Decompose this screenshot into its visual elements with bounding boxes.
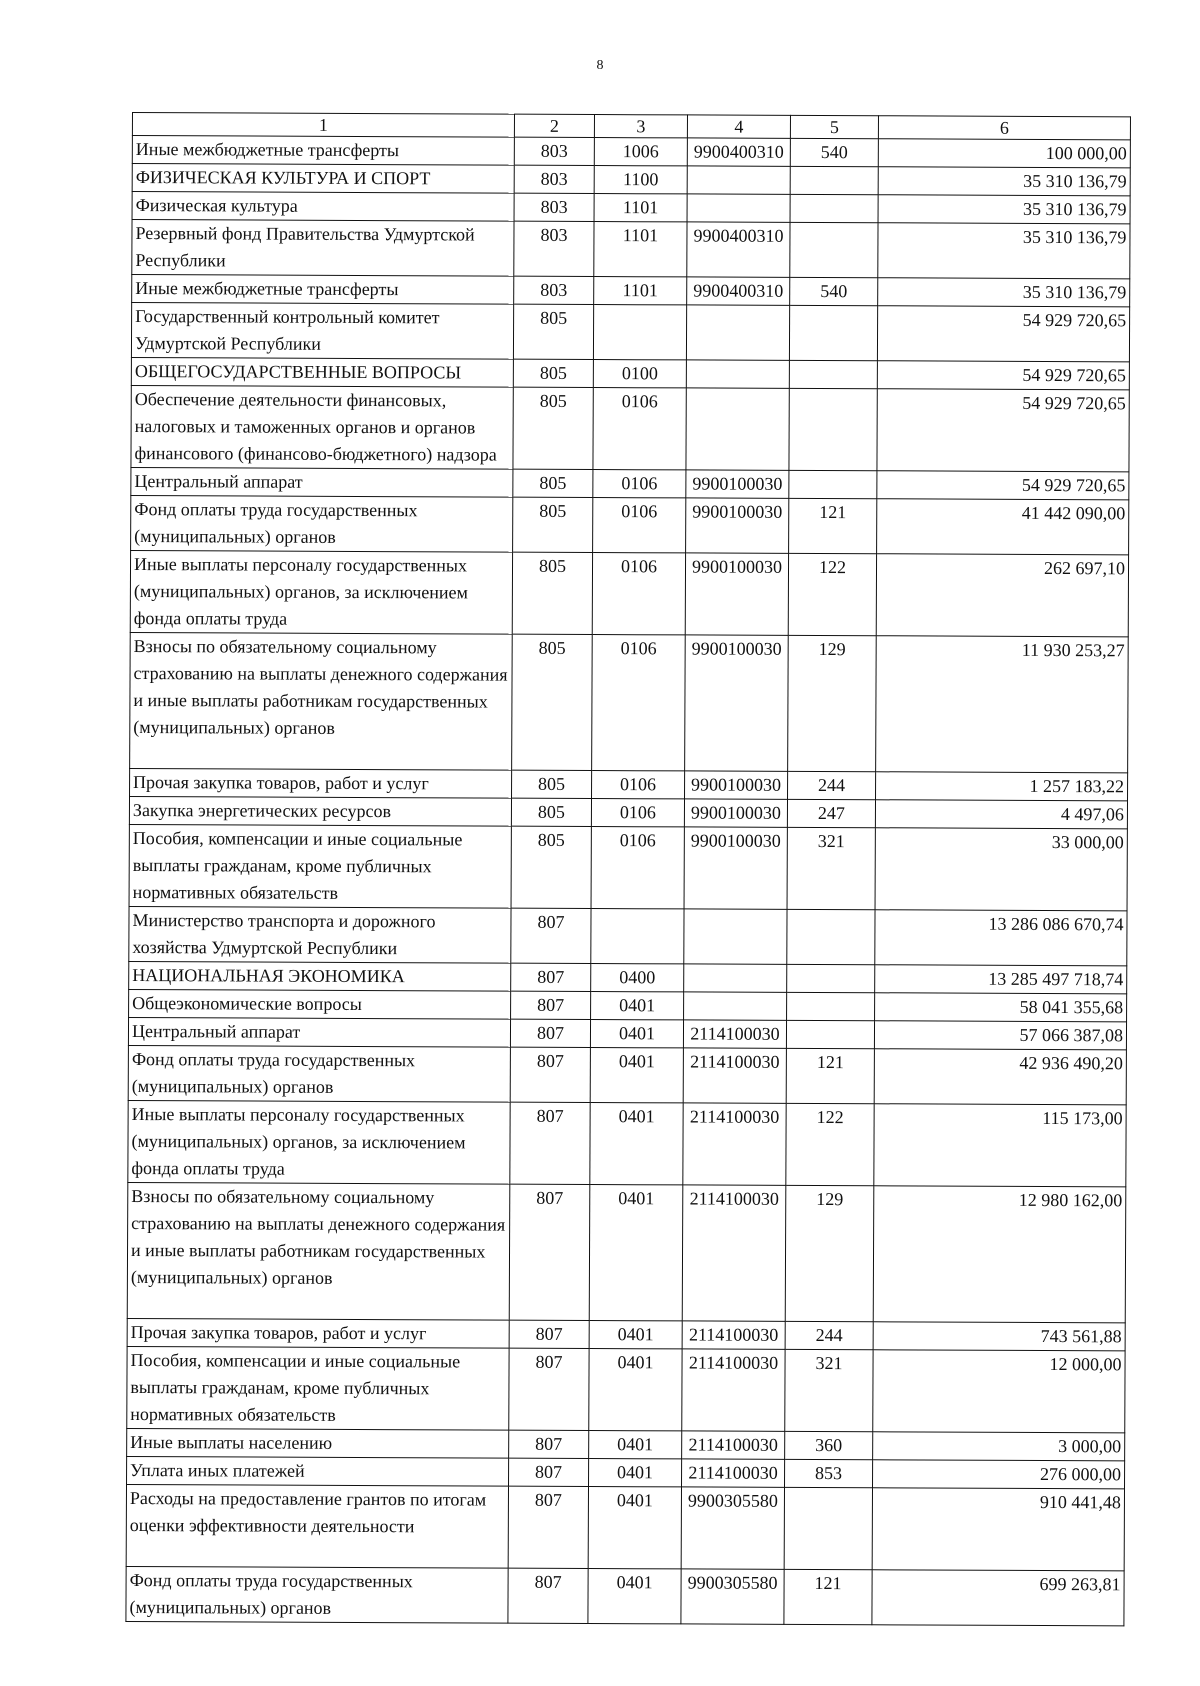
expense-type-cell xyxy=(790,194,878,222)
table-row xyxy=(129,824,1127,910)
section-code-cell: 0401 xyxy=(589,1349,682,1431)
table-row xyxy=(132,136,1130,168)
table-row xyxy=(127,1346,1125,1432)
ministry-code-cell: 805 xyxy=(511,826,591,908)
item-name-cell: Министерство транспорта и дорожного хозяйства Удмуртской Республики xyxy=(129,906,511,963)
table-row xyxy=(131,303,1129,362)
item-name-cell: Государственный контрольный комитет Удмуртской Республики xyxy=(131,303,513,360)
table-row xyxy=(126,1566,1124,1625)
item-name-cell: Общеэкономические вопросы xyxy=(129,989,511,1019)
amount-cell: 54 929 720,65 xyxy=(877,361,1129,390)
amount-cell: 699 263,81 xyxy=(872,1570,1124,1626)
target-article-cell: 9900100030 xyxy=(685,553,788,635)
ministry-code-cell: 807 xyxy=(509,1458,589,1486)
item-name-cell: Взносы по обязательному социальному страхованию на выплаты денежного содержания и иные выплаты работникам государственных (муниципальных) органов xyxy=(130,632,513,770)
item-name-cell: Прочая закупка товаров, работ и услуг xyxy=(127,1318,509,1348)
expense-type-cell: 540 xyxy=(790,277,878,305)
expense-type-cell xyxy=(787,964,875,992)
item-name-cell: Центральный аппарат xyxy=(131,467,513,497)
item-name-cell: Иные выплаты населению xyxy=(127,1428,509,1458)
item-name-cell: ОБЩЕГОСУДАРСТВЕННЫЕ ВОПРОСЫ xyxy=(131,357,513,387)
item-name-cell: Иные межбюджетные трансферты xyxy=(132,275,514,305)
table-body xyxy=(126,136,1130,1626)
ministry-code-cell: 807 xyxy=(509,1320,589,1348)
column-header: 2 xyxy=(514,114,594,137)
target-article-cell: 2114100030 xyxy=(683,1020,786,1048)
section-code-cell: 0401 xyxy=(590,1020,683,1048)
amount-cell: 12 000,00 xyxy=(873,1350,1125,1433)
section-code-cell: 0106 xyxy=(591,799,684,827)
ministry-code-cell: 805 xyxy=(512,634,593,770)
amount-cell: 54 929 720,65 xyxy=(877,306,1129,362)
column-header: 3 xyxy=(594,115,687,138)
table-row xyxy=(131,357,1129,389)
expense-type-cell: 129 xyxy=(788,635,877,771)
item-name-cell: Уплата иных платежей xyxy=(127,1456,509,1486)
section-code-cell: 0401 xyxy=(589,1431,682,1459)
table-row xyxy=(127,1318,1125,1350)
target-article-cell: 9900400310 xyxy=(687,222,790,277)
amount-cell: 1 257 183,22 xyxy=(876,772,1128,801)
section-code-cell: 0106 xyxy=(592,635,686,771)
target-article-cell: 9900400310 xyxy=(687,138,790,166)
amount-cell: 276 000,00 xyxy=(873,1460,1125,1489)
expense-type-cell xyxy=(787,992,875,1020)
amount-cell: 11 930 253,27 xyxy=(876,636,1129,773)
target-article-cell: 2114100030 xyxy=(682,1349,785,1431)
target-article-cell xyxy=(687,166,790,194)
ministry-code-cell: 803 xyxy=(514,221,594,276)
expense-type-cell: 121 xyxy=(789,498,877,553)
column-header: 4 xyxy=(687,115,790,138)
item-name-cell: Иные выплаты персоналу государственных (муниципальных) органов, за исключением фонда оплаты труда xyxy=(130,550,512,634)
target-article-cell: 9900400310 xyxy=(687,277,790,305)
item-name-cell: Фонд оплаты труда государственных (муниципальных) органов xyxy=(131,495,513,552)
ministry-code-cell: 805 xyxy=(513,469,593,497)
section-code-cell: 0100 xyxy=(593,360,686,388)
amount-cell: 33 000,00 xyxy=(875,828,1127,911)
amount-cell: 35 310 136,79 xyxy=(878,278,1130,307)
expense-type-cell: 853 xyxy=(785,1459,873,1487)
expense-type-cell: 122 xyxy=(786,1103,874,1185)
ministry-code-cell: 805 xyxy=(512,770,592,798)
target-article-cell: 9900100030 xyxy=(685,771,788,799)
table-row xyxy=(131,385,1129,471)
section-code-cell: 0401 xyxy=(589,1459,682,1487)
expense-type-cell xyxy=(789,305,877,360)
amount-cell: 42 936 490,20 xyxy=(874,1049,1126,1105)
expense-type-cell: 321 xyxy=(785,1349,873,1431)
expense-type-cell xyxy=(790,166,878,194)
section-code-cell: 0401 xyxy=(589,1321,682,1349)
amount-cell: 12 980 162,00 xyxy=(873,1186,1126,1323)
target-article-cell: 9900305580 xyxy=(681,1487,784,1569)
item-name-cell: Прочая закупка товаров, работ и услуг xyxy=(130,768,512,798)
expense-type-cell: 540 xyxy=(790,138,878,166)
target-article-cell: 2114100030 xyxy=(683,1103,786,1185)
section-code-cell: 0401 xyxy=(590,1048,683,1103)
amount-cell: 115 173,00 xyxy=(874,1104,1126,1187)
expense-type-cell: 321 xyxy=(787,827,875,909)
column-header: 5 xyxy=(790,115,878,138)
item-name-cell: НАЦИОНАЛЬНАЯ ЭКОНОМИКА xyxy=(129,961,511,991)
table-row xyxy=(131,467,1129,499)
target-article-cell: 9900100030 xyxy=(686,470,789,498)
ministry-code-cell: 807 xyxy=(510,1102,590,1184)
target-article-cell xyxy=(686,305,789,360)
ministry-code-cell: 805 xyxy=(513,497,593,552)
item-name-cell: Обеспечение деятельности финансовых, налоговых и таможенных органов и органов финансового (финансово-бюджетного) надзора xyxy=(131,385,513,469)
item-name-cell: Резервный фонд Правительства Удмуртской Республики xyxy=(132,220,514,277)
item-name-cell: Закупка энергетических ресурсов xyxy=(129,796,511,826)
table-row xyxy=(128,1017,1126,1049)
section-code-cell: 1101 xyxy=(594,222,687,277)
ministry-code-cell: 805 xyxy=(513,387,593,469)
section-code-cell: 0401 xyxy=(591,992,684,1020)
column-header: 1 xyxy=(132,113,514,138)
section-code-cell: 0106 xyxy=(592,553,685,635)
amount-cell: 58 041 355,68 xyxy=(875,993,1127,1022)
table-row xyxy=(132,164,1130,196)
target-article-cell: 9900100030 xyxy=(684,827,787,909)
item-name-cell: ФИЗИЧЕСКАЯ КУЛЬТУРА И СПОРТ xyxy=(132,164,514,194)
target-article-cell: 2114100030 xyxy=(683,1048,786,1103)
expense-type-cell xyxy=(784,1487,872,1569)
table-row xyxy=(130,550,1128,636)
item-name-cell: Фонд оплаты труда государственных (муниципальных) органов xyxy=(126,1566,508,1623)
amount-cell: 743 561,88 xyxy=(873,1322,1125,1351)
section-code-cell: 1006 xyxy=(594,138,687,166)
table-row xyxy=(130,768,1128,800)
ministry-code-cell: 803 xyxy=(514,193,594,221)
section-code-cell: 0106 xyxy=(593,470,686,498)
expense-type-cell: 121 xyxy=(786,1048,874,1103)
amount-cell: 262 697,10 xyxy=(876,554,1128,637)
target-article-cell xyxy=(684,992,787,1020)
table-row xyxy=(127,1428,1125,1460)
section-code-cell: 0401 xyxy=(589,1185,683,1321)
item-name-cell: Фонд оплаты труда государственных (муниципальных) органов xyxy=(128,1045,510,1102)
amount-cell: 13 286 086 670,74 xyxy=(875,910,1127,966)
item-name-cell: Центральный аппарат xyxy=(128,1017,510,1047)
amount-cell: 13 285 497 718,74 xyxy=(875,965,1127,994)
target-article-cell xyxy=(684,909,787,964)
amount-cell: 54 929 720,65 xyxy=(877,389,1129,472)
section-code-cell: 0106 xyxy=(593,498,686,553)
ministry-code-cell: 805 xyxy=(513,359,593,387)
section-code-cell: 0106 xyxy=(592,771,685,799)
target-article-cell xyxy=(686,388,789,470)
ministry-code-cell: 807 xyxy=(510,1019,590,1047)
amount-cell: 4 497,06 xyxy=(875,800,1127,829)
table-row xyxy=(126,1484,1124,1570)
target-article-cell: 9900100030 xyxy=(686,498,789,553)
table-row xyxy=(129,906,1127,965)
item-name-cell: Физическая культура xyxy=(132,192,514,222)
ministry-code-cell: 807 xyxy=(511,991,591,1019)
ministry-code-cell: 803 xyxy=(514,165,594,193)
table-row xyxy=(130,632,1129,772)
target-article-cell xyxy=(686,360,789,388)
table-row xyxy=(132,220,1130,279)
table-row xyxy=(129,796,1127,828)
amount-cell: 35 310 136,79 xyxy=(878,223,1130,279)
expense-type-cell: 360 xyxy=(785,1431,873,1459)
section-code-cell: 0401 xyxy=(590,1103,683,1185)
item-name-cell: Расходы на предоставление грантов по итогам оценки эффективности деятельности xyxy=(126,1484,508,1568)
ministry-code-cell: 807 xyxy=(510,1047,590,1102)
section-code-cell: 1101 xyxy=(594,277,687,305)
expense-type-cell: 247 xyxy=(787,799,875,827)
target-article-cell: 2114100030 xyxy=(682,1185,786,1321)
ministry-code-cell: 807 xyxy=(508,1568,588,1623)
item-name-cell: Иные выплаты персоналу государственных (муниципальных) органов, за исключением фонда оплаты труда xyxy=(128,1100,510,1184)
section-code-cell: 0106 xyxy=(591,827,684,909)
ministry-code-cell: 803 xyxy=(514,276,594,304)
table-row xyxy=(129,989,1127,1021)
section-code-cell: 1100 xyxy=(594,166,687,194)
ministry-code-cell: 807 xyxy=(511,963,591,991)
table-row xyxy=(127,1456,1125,1488)
expense-type-cell: 244 xyxy=(785,1321,873,1349)
amount-cell: 57 066 387,08 xyxy=(874,1021,1126,1050)
target-article-cell xyxy=(687,194,790,222)
ministry-code-cell: 805 xyxy=(513,304,593,359)
ministry-code-cell: 805 xyxy=(512,552,592,634)
expense-type-cell: 129 xyxy=(785,1185,874,1321)
ministry-code-cell: 807 xyxy=(509,1184,590,1320)
amount-cell: 54 929 720,65 xyxy=(877,471,1129,500)
section-code-cell: 0400 xyxy=(591,964,684,992)
amount-cell: 35 310 136,79 xyxy=(878,195,1130,224)
expense-type-cell: 121 xyxy=(784,1569,872,1624)
ministry-code-cell: 807 xyxy=(509,1348,589,1430)
budget-table xyxy=(125,112,1131,1626)
amount-cell: 100 000,00 xyxy=(878,139,1130,168)
expense-type-cell xyxy=(787,909,875,964)
target-article-cell: 2114100030 xyxy=(682,1459,785,1487)
amount-cell: 3 000,00 xyxy=(873,1432,1125,1461)
target-article-cell: 9900100030 xyxy=(685,635,789,771)
item-name-cell: Пособия, компенсации и иные социальные выплаты гражданам, кроме публичных нормативных обязательств xyxy=(127,1346,509,1430)
table-row xyxy=(128,1045,1126,1104)
page-number: 8 xyxy=(596,58,604,73)
expense-type-cell: 122 xyxy=(788,553,876,635)
target-article-cell: 2114100030 xyxy=(682,1431,785,1459)
amount-cell: 35 310 136,79 xyxy=(878,167,1130,196)
column-header: 6 xyxy=(878,116,1130,140)
expense-type-cell xyxy=(786,1020,874,1048)
ministry-code-cell: 805 xyxy=(511,798,591,826)
section-code-cell xyxy=(593,305,686,360)
table-row xyxy=(128,1100,1126,1186)
expense-type-cell xyxy=(790,222,878,277)
target-article-cell: 2114100030 xyxy=(682,1321,785,1349)
section-code-cell xyxy=(591,909,684,964)
item-name-cell: Иные межбюджетные трансферты xyxy=(132,136,514,166)
table-row xyxy=(132,192,1130,224)
section-code-cell: 0401 xyxy=(588,1487,681,1569)
expense-type-cell xyxy=(789,470,877,498)
target-article-cell: 9900305580 xyxy=(681,1569,784,1624)
ministry-code-cell: 807 xyxy=(509,1430,589,1458)
expense-type-cell xyxy=(789,388,877,470)
item-name-cell: Взносы по обязательному социальному страхованию на выплаты денежного содержания и иные выплаты работникам государственных (муниципальных) органов xyxy=(127,1182,510,1320)
section-code-cell: 0106 xyxy=(593,388,686,470)
expense-type-cell: 244 xyxy=(788,771,876,799)
table-row xyxy=(132,275,1130,307)
target-article-cell xyxy=(684,964,787,992)
section-code-cell: 1101 xyxy=(594,194,687,222)
ministry-code-cell: 807 xyxy=(511,908,591,963)
ministry-code-cell: 803 xyxy=(514,137,594,165)
ministry-code-cell: 807 xyxy=(508,1486,588,1568)
amount-cell: 41 442 090,00 xyxy=(877,499,1129,555)
budget-table-sheet xyxy=(125,112,1130,1626)
target-article-cell: 9900100030 xyxy=(684,799,787,827)
table-row xyxy=(131,495,1129,554)
amount-cell: 910 441,48 xyxy=(872,1488,1124,1571)
expense-type-cell xyxy=(789,360,877,388)
table-row xyxy=(127,1182,1126,1322)
section-code-cell: 0401 xyxy=(588,1569,681,1624)
table-row xyxy=(129,961,1127,993)
item-name-cell: Пособия, компенсации и иные социальные выплаты гражданам, кроме публичных нормативных обязательств xyxy=(129,824,511,908)
